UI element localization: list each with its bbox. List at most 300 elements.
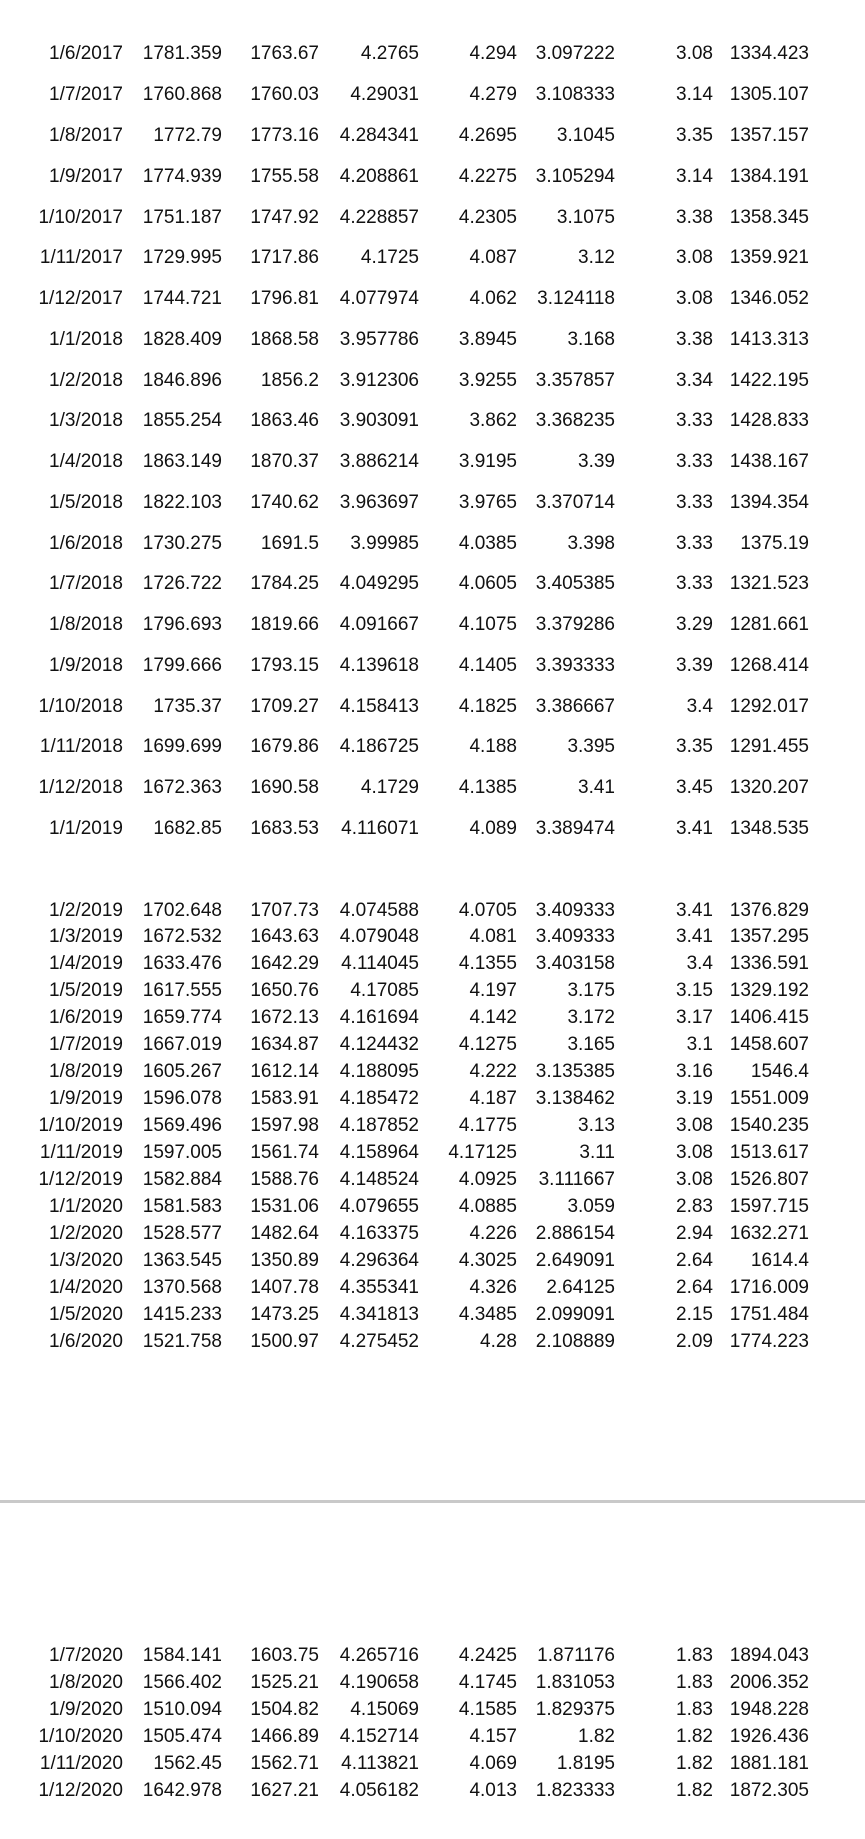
value-cell[interactable]: 4.142	[469, 1007, 517, 1028]
value-cell[interactable]: 1.831053	[535, 1672, 615, 1693]
value-cell[interactable]: 1268.414	[729, 655, 809, 676]
value-cell[interactable]: 3.108333	[535, 84, 615, 105]
value-cell[interactable]: 4.114045	[341, 953, 419, 974]
value-cell[interactable]: 3.17	[676, 1007, 713, 1028]
date-cell[interactable]: 1/6/2019	[49, 1007, 123, 1028]
value-cell[interactable]: 1510.094	[142, 1699, 222, 1720]
value-cell[interactable]: 1581.583	[142, 1196, 222, 1217]
value-cell[interactable]: 1781.359	[142, 43, 222, 64]
value-cell[interactable]: 1458.607	[729, 1034, 809, 1055]
date-cell[interactable]: 1/12/2019	[38, 1169, 123, 1190]
value-cell[interactable]: 1822.103	[142, 492, 222, 513]
value-cell[interactable]: 4.29031	[350, 84, 419, 105]
value-cell[interactable]: 1406.415	[729, 1007, 809, 1028]
value-cell[interactable]: 2.649091	[535, 1250, 615, 1271]
value-cell[interactable]: 1525.21	[250, 1672, 319, 1693]
value-cell[interactable]: 3.370714	[535, 492, 615, 513]
value-cell[interactable]: 4.069	[469, 1753, 517, 1774]
value-cell[interactable]: 3.9255	[458, 370, 517, 391]
value-cell[interactable]: 4.1745	[458, 1672, 517, 1693]
value-cell[interactable]: 1305.107	[729, 84, 809, 105]
value-cell[interactable]: 1868.58	[250, 329, 319, 350]
date-cell[interactable]: 1/2/2018	[49, 370, 123, 391]
value-cell[interactable]: 1.83	[676, 1645, 713, 1666]
value-cell[interactable]: 1707.73	[250, 900, 319, 921]
value-cell[interactable]: 4.2305	[458, 207, 517, 228]
value-cell[interactable]: 3.4	[686, 953, 713, 974]
value-cell[interactable]: 1872.305	[729, 1780, 809, 1801]
value-cell[interactable]: 1415.233	[142, 1304, 222, 1325]
date-cell[interactable]: 1/9/2019	[49, 1088, 123, 1109]
value-cell[interactable]: 3.135385	[535, 1061, 615, 1082]
value-cell[interactable]: 4.0605	[458, 573, 517, 594]
value-cell[interactable]: 3.059	[567, 1196, 615, 1217]
value-cell[interactable]: 4.1775	[458, 1115, 517, 1136]
value-cell[interactable]: 1546.4	[750, 1061, 809, 1082]
value-cell[interactable]: 1357.157	[729, 125, 809, 146]
value-cell[interactable]: 3.35	[676, 736, 713, 757]
value-cell[interactable]: 2.94	[676, 1223, 713, 1244]
value-cell[interactable]: 1.82	[676, 1753, 713, 1774]
value-cell[interactable]: 4.1725	[360, 247, 419, 268]
value-cell[interactable]: 1596.078	[142, 1088, 222, 1109]
value-cell[interactable]: 1672.13	[250, 1007, 319, 1028]
value-cell[interactable]: 3.33	[676, 533, 713, 554]
value-cell[interactable]: 3.862	[469, 410, 517, 431]
date-cell[interactable]: 1/3/2020	[49, 1250, 123, 1271]
value-cell[interactable]: 1735.37	[153, 696, 222, 717]
value-cell[interactable]: 4.190658	[339, 1672, 419, 1693]
value-cell[interactable]: 3.389474	[535, 818, 615, 839]
date-cell[interactable]: 1/1/2018	[49, 329, 123, 350]
value-cell[interactable]: 1569.496	[142, 1115, 222, 1136]
value-cell[interactable]: 4.139618	[339, 655, 419, 676]
value-cell[interactable]: 3.138462	[535, 1088, 615, 1109]
value-cell[interactable]: 4.2765	[360, 43, 419, 64]
value-cell[interactable]: 1763.67	[250, 43, 319, 64]
date-cell[interactable]: 1/7/2019	[49, 1034, 123, 1055]
value-cell[interactable]: 1672.363	[142, 777, 222, 798]
value-cell[interactable]: 2.83	[676, 1196, 713, 1217]
value-cell[interactable]: 4.0925	[458, 1169, 517, 1190]
value-cell[interactable]: 1.83	[676, 1699, 713, 1720]
value-cell[interactable]: 1856.2	[260, 370, 319, 391]
value-cell[interactable]: 1855.254	[142, 410, 222, 431]
value-cell[interactable]: 3.1045	[556, 125, 615, 146]
value-cell[interactable]: 1773.16	[250, 125, 319, 146]
value-cell[interactable]: 3.39	[578, 451, 615, 472]
value-cell[interactable]: 1716.009	[729, 1277, 809, 1298]
date-cell[interactable]: 1/8/2018	[49, 614, 123, 635]
value-cell[interactable]: 3.34	[676, 370, 713, 391]
value-cell[interactable]: 3.405385	[535, 573, 615, 594]
value-cell[interactable]: 4.056182	[339, 1780, 419, 1801]
value-cell[interactable]: 1617.555	[142, 980, 222, 1001]
value-cell[interactable]: 1407.78	[250, 1277, 319, 1298]
value-cell[interactable]: 4.049295	[339, 573, 419, 594]
value-cell[interactable]: 1744.721	[142, 288, 222, 309]
value-cell[interactable]: 4.079048	[339, 926, 419, 947]
date-cell[interactable]: 1/2/2020	[49, 1223, 123, 1244]
value-cell[interactable]: 3.99985	[350, 533, 419, 554]
value-cell[interactable]: 1774.939	[142, 166, 222, 187]
value-cell[interactable]: 3.175	[567, 980, 615, 1001]
value-cell[interactable]: 1376.829	[729, 900, 809, 921]
value-cell[interactable]: 1321.523	[729, 573, 809, 594]
date-cell[interactable]: 1/4/2019	[49, 953, 123, 974]
value-cell[interactable]: 4.1075	[458, 614, 517, 635]
value-cell[interactable]: 1329.192	[729, 980, 809, 1001]
value-cell[interactable]: 1751.187	[142, 207, 222, 228]
value-cell[interactable]: 1679.86	[250, 736, 319, 757]
value-cell[interactable]: 4.197	[469, 980, 517, 1001]
date-cell[interactable]: 1/10/2019	[38, 1115, 123, 1136]
value-cell[interactable]: 4.158413	[339, 696, 419, 717]
value-cell[interactable]: 4.326	[469, 1277, 517, 1298]
value-cell[interactable]: 4.188095	[339, 1061, 419, 1082]
date-cell[interactable]: 1/3/2019	[49, 926, 123, 947]
value-cell[interactable]: 1605.267	[142, 1061, 222, 1082]
date-cell[interactable]: 1/1/2019	[49, 818, 123, 839]
value-cell[interactable]: 4.187852	[339, 1115, 419, 1136]
date-cell[interactable]: 1/10/2017	[38, 207, 123, 228]
value-cell[interactable]: 1760.03	[250, 84, 319, 105]
value-cell[interactable]: 1659.774	[142, 1007, 222, 1028]
value-cell[interactable]: 1584.141	[142, 1645, 222, 1666]
value-cell[interactable]: 3.357857	[535, 370, 615, 391]
value-cell[interactable]: 1926.436	[729, 1726, 809, 1747]
value-cell[interactable]: 4.355341	[339, 1277, 419, 1298]
value-cell[interactable]: 1.82	[676, 1726, 713, 1747]
value-cell[interactable]: 3.29	[676, 614, 713, 635]
value-cell[interactable]: 4.163375	[339, 1223, 419, 1244]
date-cell[interactable]: 1/3/2018	[49, 410, 123, 431]
value-cell[interactable]: 1717.86	[250, 247, 319, 268]
date-cell[interactable]: 1/9/2018	[49, 655, 123, 676]
value-cell[interactable]: 3.403158	[535, 953, 615, 974]
value-cell[interactable]: 4.152714	[339, 1726, 419, 1747]
value-cell[interactable]: 1528.577	[142, 1223, 222, 1244]
value-cell[interactable]: 4.2275	[458, 166, 517, 187]
value-cell[interactable]: 1.8195	[556, 1753, 615, 1774]
value-cell[interactable]: 1513.617	[729, 1142, 809, 1163]
date-cell[interactable]: 1/9/2020	[49, 1699, 123, 1720]
value-cell[interactable]: 4.158964	[339, 1142, 419, 1163]
value-cell[interactable]: 1358.345	[729, 207, 809, 228]
value-cell[interactable]: 1894.043	[729, 1645, 809, 1666]
value-cell[interactable]: 1828.409	[142, 329, 222, 350]
value-cell[interactable]: 3.12	[578, 247, 615, 268]
value-cell[interactable]: 3.08	[676, 1169, 713, 1190]
value-cell[interactable]: 1597.005	[142, 1142, 222, 1163]
value-cell[interactable]: 4.228857	[339, 207, 419, 228]
value-cell[interactable]: 4.296364	[339, 1250, 419, 1271]
value-cell[interactable]: 1359.921	[729, 247, 809, 268]
value-cell[interactable]: 2006.352	[729, 1672, 809, 1693]
value-cell[interactable]: 3.957786	[339, 329, 419, 350]
value-cell[interactable]: 1796.81	[250, 288, 319, 309]
value-cell[interactable]: 1582.884	[142, 1169, 222, 1190]
value-cell[interactable]: 1881.181	[729, 1753, 809, 1774]
value-cell[interactable]: 4.062	[469, 288, 517, 309]
value-cell[interactable]: 1.82	[578, 1726, 615, 1747]
value-cell[interactable]: 3.14	[676, 166, 713, 187]
value-cell[interactable]: 1531.06	[250, 1196, 319, 1217]
date-cell[interactable]: 1/6/2020	[49, 1331, 123, 1352]
value-cell[interactable]: 1473.25	[250, 1304, 319, 1325]
value-cell[interactable]: 3.9765	[458, 492, 517, 513]
value-cell[interactable]: 1350.89	[250, 1250, 319, 1271]
value-cell[interactable]: 4.1729	[360, 777, 419, 798]
value-cell[interactable]: 1428.833	[729, 410, 809, 431]
value-cell[interactable]: 4.265716	[339, 1645, 419, 1666]
date-cell[interactable]: 1/9/2017	[49, 166, 123, 187]
value-cell[interactable]: 1760.868	[142, 84, 222, 105]
value-cell[interactable]: 1482.64	[250, 1223, 319, 1244]
value-cell[interactable]: 1583.91	[250, 1088, 319, 1109]
value-cell[interactable]: 4.341813	[339, 1304, 419, 1325]
date-cell[interactable]: 1/11/2017	[39, 247, 123, 268]
value-cell[interactable]: 4.013	[469, 1780, 517, 1801]
value-cell[interactable]: 1281.661	[729, 614, 809, 635]
date-cell[interactable]: 1/11/2020	[39, 1753, 123, 1774]
value-cell[interactable]: 2.099091	[535, 1304, 615, 1325]
value-cell[interactable]: 4.091667	[339, 614, 419, 635]
value-cell[interactable]: 3.15	[676, 980, 713, 1001]
value-cell[interactable]: 1614.4	[750, 1250, 809, 1271]
value-cell[interactable]: 1627.21	[250, 1780, 319, 1801]
value-cell[interactable]: 4.157	[469, 1726, 517, 1747]
value-cell[interactable]: 3.08	[676, 247, 713, 268]
value-cell[interactable]: 1291.455	[729, 736, 809, 757]
value-cell[interactable]: 4.17125	[448, 1142, 517, 1163]
value-cell[interactable]: 1784.25	[250, 573, 319, 594]
value-cell[interactable]: 1751.484	[729, 1304, 809, 1325]
value-cell[interactable]: 3.912306	[339, 370, 419, 391]
date-cell[interactable]: 1/4/2020	[49, 1277, 123, 1298]
value-cell[interactable]: 1562.45	[153, 1753, 222, 1774]
value-cell[interactable]: 4.28	[480, 1331, 517, 1352]
value-cell[interactable]: 2.09	[676, 1331, 713, 1352]
value-cell[interactable]: 4.077974	[339, 288, 419, 309]
value-cell[interactable]: 3.393333	[535, 655, 615, 676]
date-cell[interactable]: 1/8/2017	[49, 125, 123, 146]
value-cell[interactable]: 2.64	[676, 1277, 713, 1298]
value-cell[interactable]: 1709.27	[250, 696, 319, 717]
value-cell[interactable]: 1699.699	[142, 736, 222, 757]
value-cell[interactable]: 1863.46	[250, 410, 319, 431]
value-cell[interactable]: 4.079655	[339, 1196, 419, 1217]
value-cell[interactable]: 4.0885	[458, 1196, 517, 1217]
value-cell[interactable]: 3.08	[676, 1142, 713, 1163]
value-cell[interactable]: 1562.71	[250, 1753, 319, 1774]
value-cell[interactable]: 4.1405	[458, 655, 517, 676]
value-cell[interactable]: 1691.5	[260, 533, 319, 554]
date-cell[interactable]: 1/8/2020	[49, 1672, 123, 1693]
value-cell[interactable]: 3.33	[676, 492, 713, 513]
value-cell[interactable]: 1755.58	[250, 166, 319, 187]
value-cell[interactable]: 3.08	[676, 43, 713, 64]
value-cell[interactable]: 1.829375	[535, 1699, 615, 1720]
value-cell[interactable]: 4.3485	[458, 1304, 517, 1325]
value-cell[interactable]: 1672.532	[142, 926, 222, 947]
value-cell[interactable]: 4.074588	[339, 900, 419, 921]
value-cell[interactable]: 1521.758	[142, 1331, 222, 1352]
date-cell[interactable]: 1/2/2019	[49, 900, 123, 921]
value-cell[interactable]: 4.161694	[339, 1007, 419, 1028]
value-cell[interactable]: 1566.402	[142, 1672, 222, 1693]
value-cell[interactable]: 1422.195	[729, 370, 809, 391]
value-cell[interactable]: 4.087	[469, 247, 517, 268]
value-cell[interactable]: 1384.191	[729, 166, 809, 187]
value-cell[interactable]: 3.41	[578, 777, 615, 798]
value-cell[interactable]: 1.871176	[537, 1645, 615, 1666]
value-cell[interactable]: 1667.019	[142, 1034, 222, 1055]
value-cell[interactable]: 1292.017	[729, 696, 809, 717]
value-cell[interactable]: 1394.354	[729, 492, 809, 513]
value-cell[interactable]: 1612.14	[250, 1061, 319, 1082]
value-cell[interactable]: 3.409333	[535, 926, 615, 947]
value-cell[interactable]: 1603.75	[250, 1645, 319, 1666]
value-cell[interactable]: 4.294	[469, 43, 517, 64]
value-cell[interactable]: 3.379286	[535, 614, 615, 635]
value-cell[interactable]: 1682.85	[153, 818, 222, 839]
value-cell[interactable]: 4.1585	[458, 1699, 517, 1720]
value-cell[interactable]: 3.105294	[535, 166, 615, 187]
date-cell[interactable]: 1/5/2018	[49, 492, 123, 513]
value-cell[interactable]: 1466.89	[250, 1726, 319, 1747]
value-cell[interactable]: 1747.92	[250, 207, 319, 228]
value-cell[interactable]: 2.886154	[535, 1223, 615, 1244]
value-cell[interactable]: 3.124118	[537, 288, 615, 309]
value-cell[interactable]: 1819.66	[250, 614, 319, 635]
value-cell[interactable]: 4.208861	[339, 166, 419, 187]
value-cell[interactable]: 1643.63	[250, 926, 319, 947]
value-cell[interactable]: 3.41	[676, 900, 713, 921]
value-cell[interactable]: 1740.62	[250, 492, 319, 513]
value-cell[interactable]: 3.11	[579, 1142, 615, 1163]
value-cell[interactable]: 1413.313	[729, 329, 809, 350]
value-cell[interactable]: 4.284341	[339, 125, 419, 146]
value-cell[interactable]: 1948.228	[729, 1699, 809, 1720]
value-cell[interactable]: 3.368235	[535, 410, 615, 431]
value-cell[interactable]: 3.14	[676, 84, 713, 105]
date-cell[interactable]: 1/12/2020	[38, 1780, 123, 1801]
value-cell[interactable]: 1634.87	[250, 1034, 319, 1055]
date-cell[interactable]: 1/12/2017	[38, 288, 123, 309]
value-cell[interactable]: 3.386667	[535, 696, 615, 717]
value-cell[interactable]: 1597.98	[250, 1115, 319, 1136]
date-cell[interactable]: 1/4/2018	[49, 451, 123, 472]
value-cell[interactable]: 1438.167	[729, 451, 809, 472]
value-cell[interactable]: 3.963697	[339, 492, 419, 513]
value-cell[interactable]: 1.823333	[535, 1780, 615, 1801]
value-cell[interactable]: 4.3025	[458, 1250, 517, 1271]
date-cell[interactable]: 1/7/2018	[49, 573, 123, 594]
value-cell[interactable]: 3.903091	[339, 410, 419, 431]
value-cell[interactable]: 1870.37	[250, 451, 319, 472]
value-cell[interactable]: 1320.207	[729, 777, 809, 798]
value-cell[interactable]: 3.41	[676, 926, 713, 947]
value-cell[interactable]: 1334.423	[729, 43, 809, 64]
value-cell[interactable]: 2.15	[676, 1304, 713, 1325]
value-cell[interactable]: 4.148524	[339, 1169, 419, 1190]
value-cell[interactable]: 1690.58	[250, 777, 319, 798]
value-cell[interactable]: 3.33	[676, 410, 713, 431]
value-cell[interactable]: 4.226	[469, 1223, 517, 1244]
value-cell[interactable]: 4.188	[469, 736, 517, 757]
value-cell[interactable]: 1370.568	[142, 1277, 222, 1298]
value-cell[interactable]: 4.113821	[341, 1753, 419, 1774]
value-cell[interactable]: 3.19	[676, 1088, 713, 1109]
value-cell[interactable]: 3.16	[676, 1061, 713, 1082]
value-cell[interactable]: 1796.693	[142, 614, 222, 635]
value-cell[interactable]: 4.1385	[458, 777, 517, 798]
value-cell[interactable]: 1346.052	[729, 288, 809, 309]
value-cell[interactable]: 4.222	[469, 1061, 517, 1082]
value-cell[interactable]: 4.0385	[458, 533, 517, 554]
value-cell[interactable]: 4.0705	[458, 900, 517, 921]
value-cell[interactable]: 4.186725	[339, 736, 419, 757]
value-cell[interactable]: 1363.545	[142, 1250, 222, 1271]
value-cell[interactable]: 3.41	[676, 818, 713, 839]
value-cell[interactable]: 1793.15	[250, 655, 319, 676]
value-cell[interactable]: 2.64125	[546, 1277, 615, 1298]
value-cell[interactable]: 4.1825	[458, 696, 517, 717]
value-cell[interactable]: 4.116071	[341, 818, 419, 839]
value-cell[interactable]: 3.13	[578, 1115, 615, 1136]
date-cell[interactable]: 1/5/2019	[49, 980, 123, 1001]
value-cell[interactable]: 3.395	[567, 736, 615, 757]
value-cell[interactable]: 4.1355	[458, 953, 517, 974]
value-cell[interactable]: 1772.79	[153, 125, 222, 146]
value-cell[interactable]: 4.15069	[350, 1699, 419, 1720]
value-cell[interactable]: 4.17085	[350, 980, 419, 1001]
value-cell[interactable]: 4.275452	[339, 1331, 419, 1352]
value-cell[interactable]: 1348.535	[729, 818, 809, 839]
value-cell[interactable]: 1726.722	[142, 573, 222, 594]
value-cell[interactable]: 1526.807	[729, 1169, 809, 1190]
value-cell[interactable]: 1551.009	[729, 1088, 809, 1109]
value-cell[interactable]: 1774.223	[729, 1331, 809, 1352]
date-cell[interactable]: 1/7/2020	[49, 1645, 123, 1666]
value-cell[interactable]: 3.08	[676, 288, 713, 309]
value-cell[interactable]: 1729.995	[142, 247, 222, 268]
date-cell[interactable]: 1/7/2017	[49, 84, 123, 105]
value-cell[interactable]: 3.45	[676, 777, 713, 798]
date-cell[interactable]: 1/8/2019	[49, 1061, 123, 1082]
value-cell[interactable]: 3.165	[567, 1034, 615, 1055]
value-cell[interactable]: 3.38	[676, 207, 713, 228]
value-cell[interactable]: 3.08	[676, 1115, 713, 1136]
date-cell[interactable]: 1/12/2018	[38, 777, 123, 798]
date-cell[interactable]: 1/11/2019	[39, 1142, 123, 1163]
value-cell[interactable]: 3.38	[676, 329, 713, 350]
value-cell[interactable]: 1863.149	[142, 451, 222, 472]
date-cell[interactable]: 1/5/2020	[49, 1304, 123, 1325]
value-cell[interactable]: 1650.76	[250, 980, 319, 1001]
value-cell[interactable]: 4.187	[469, 1088, 517, 1109]
value-cell[interactable]: 1588.76	[250, 1169, 319, 1190]
value-cell[interactable]: 3.886214	[339, 451, 419, 472]
value-cell[interactable]: 1357.295	[729, 926, 809, 947]
value-cell[interactable]: 1336.591	[729, 953, 809, 974]
value-cell[interactable]: 3.168	[567, 329, 615, 350]
value-cell[interactable]: 3.1075	[556, 207, 615, 228]
value-cell[interactable]: 1504.82	[250, 1699, 319, 1720]
value-cell[interactable]: 1799.666	[142, 655, 222, 676]
value-cell[interactable]: 1702.648	[142, 900, 222, 921]
